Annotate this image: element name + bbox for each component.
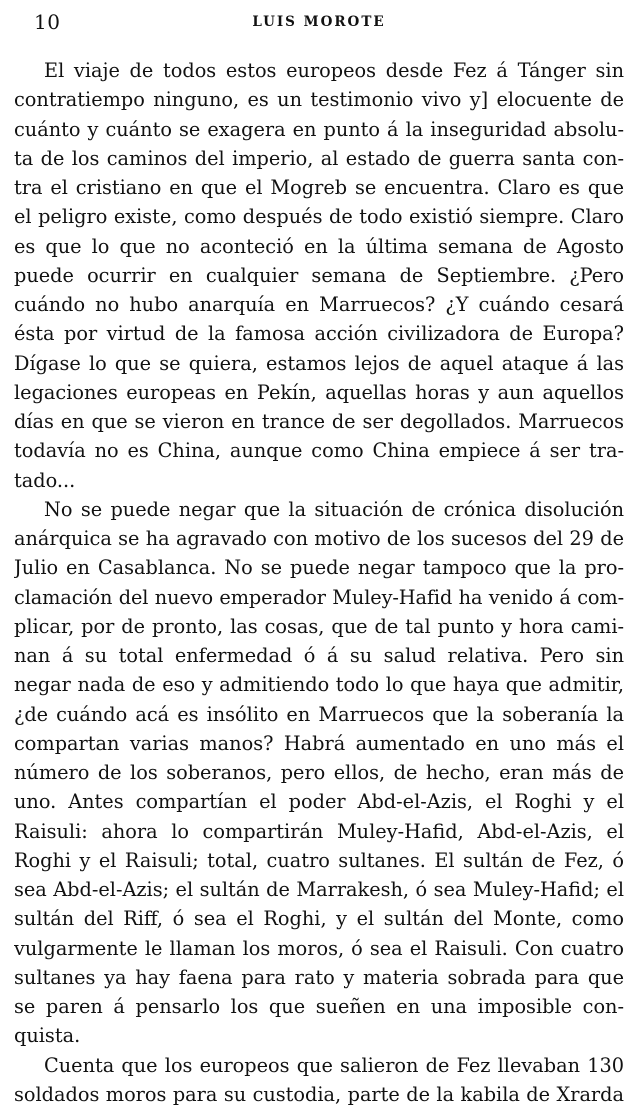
text-line: se paren á pensarlo los que sueñen en una imposible con- xyxy=(14,992,624,1021)
text-line: contratiempo ninguno, es un testimonio vivo y] elocuente de xyxy=(14,85,624,114)
text-line: plicar, por de pronto, las cosas, que de tal punto y hora cami- xyxy=(14,612,624,641)
text-line: es que lo que no aconteció en la última semana de Agosto xyxy=(14,232,624,261)
text-line: No se puede negar que la situación de crónica disolución xyxy=(14,495,624,524)
text-line: vulgarmente le llaman los moros, ó sea el Raisuli. Con cuatro xyxy=(14,934,624,963)
text-line: tra el cristiano en que el Mogreb se encuentra. Claro es que xyxy=(14,173,624,202)
paragraph xyxy=(14,56,624,495)
text-line: compartan varias manos? Habrá aumentado en uno más el xyxy=(14,729,624,758)
text-line: cuánto y cuánto se exagera en punto á la inseguridad absolu- xyxy=(14,115,624,144)
text-line: número de los soberanos, pero ellos, de hecho, eran más de xyxy=(14,758,624,787)
text-line: Julio en Casablanca. No se puede negar tampoco que la pro- xyxy=(14,553,624,582)
text-line: sea Abd-el-Azis; el sultán de Marrakesh, ó sea Muley-Hafid; el xyxy=(14,875,624,904)
text-line: todavía no es China, aunque como China empiece á ser tra- xyxy=(14,436,624,465)
text-line: uno. Antes compartían el poder Abd-el-Azis, el Roghi y el xyxy=(14,787,624,816)
text-line: quista. xyxy=(14,1021,624,1050)
text-line: el peligro existe, como después de todo existió siempre. Claro xyxy=(14,202,624,231)
text-line: negar nada de eso y admitiendo todo lo que haya que admitir, xyxy=(14,670,624,699)
text-line: Cuenta que los europeos que salieron de Fez llevaban 130 xyxy=(14,1051,624,1080)
text-line: ésta por virtud de la famosa acción civilizadora de Europa? xyxy=(14,319,624,348)
text-line: anárquica se ha agravado con motivo de los sucesos del 29 de xyxy=(14,524,624,553)
text-line: ¿de cuándo acá es insólito en Marruecos que la soberanía la xyxy=(14,700,624,729)
text-line: nan á su total enfermedad ó á su salud relativa. Pero sin xyxy=(14,641,624,670)
text-line: soldados moros para su custodia, parte de la kabila de Xrarda xyxy=(14,1080,624,1109)
text-line: puede ocurrir en cualquier semana de Septiembre. ¿Pero xyxy=(14,261,624,290)
text-line: Roghi y el Raisuli; total, cuatro sultanes. El sultán de Fez, ó xyxy=(14,846,624,875)
text-line: tado... xyxy=(14,466,624,495)
body-text xyxy=(14,56,624,1109)
page-number: 10 xyxy=(34,10,60,34)
text-line: El viaje de todos estos europeos desde Fez á Tánger sin xyxy=(14,56,624,85)
text-line: sultanes ya hay faena para rato y materia sobrada para que xyxy=(14,963,624,992)
paragraph xyxy=(14,495,624,1051)
text-line: días en que se vieron en trance de ser degollados. Marruecos xyxy=(14,407,624,436)
text-line: Dígase lo que se quiera, estamos lejos de aquel ataque á las xyxy=(14,349,624,378)
running-head xyxy=(14,6,624,40)
paragraph xyxy=(14,1051,624,1109)
text-line: clamación del nuevo emperador Muley-Hafid ha venido á com- xyxy=(14,583,624,612)
text-line: cuándo no hubo anarquía en Marruecos? ¿Y cuándo cesará xyxy=(14,290,624,319)
text-line: sultán del Riff, ó sea el Roghi, y el sultán del Monte, como xyxy=(14,904,624,933)
text-line: ta de los caminos del imperio, al estado de guerra santa con- xyxy=(14,144,624,173)
text-line: legaciones europeas en Pekín, aquellas horas y aun aquellos xyxy=(14,378,624,407)
running-head-title: LUIS MOROTE xyxy=(14,14,624,30)
text-line: Raisuli: ahora lo compartirán Muley-Hafid, Abd-el-Azis, el xyxy=(14,817,624,846)
